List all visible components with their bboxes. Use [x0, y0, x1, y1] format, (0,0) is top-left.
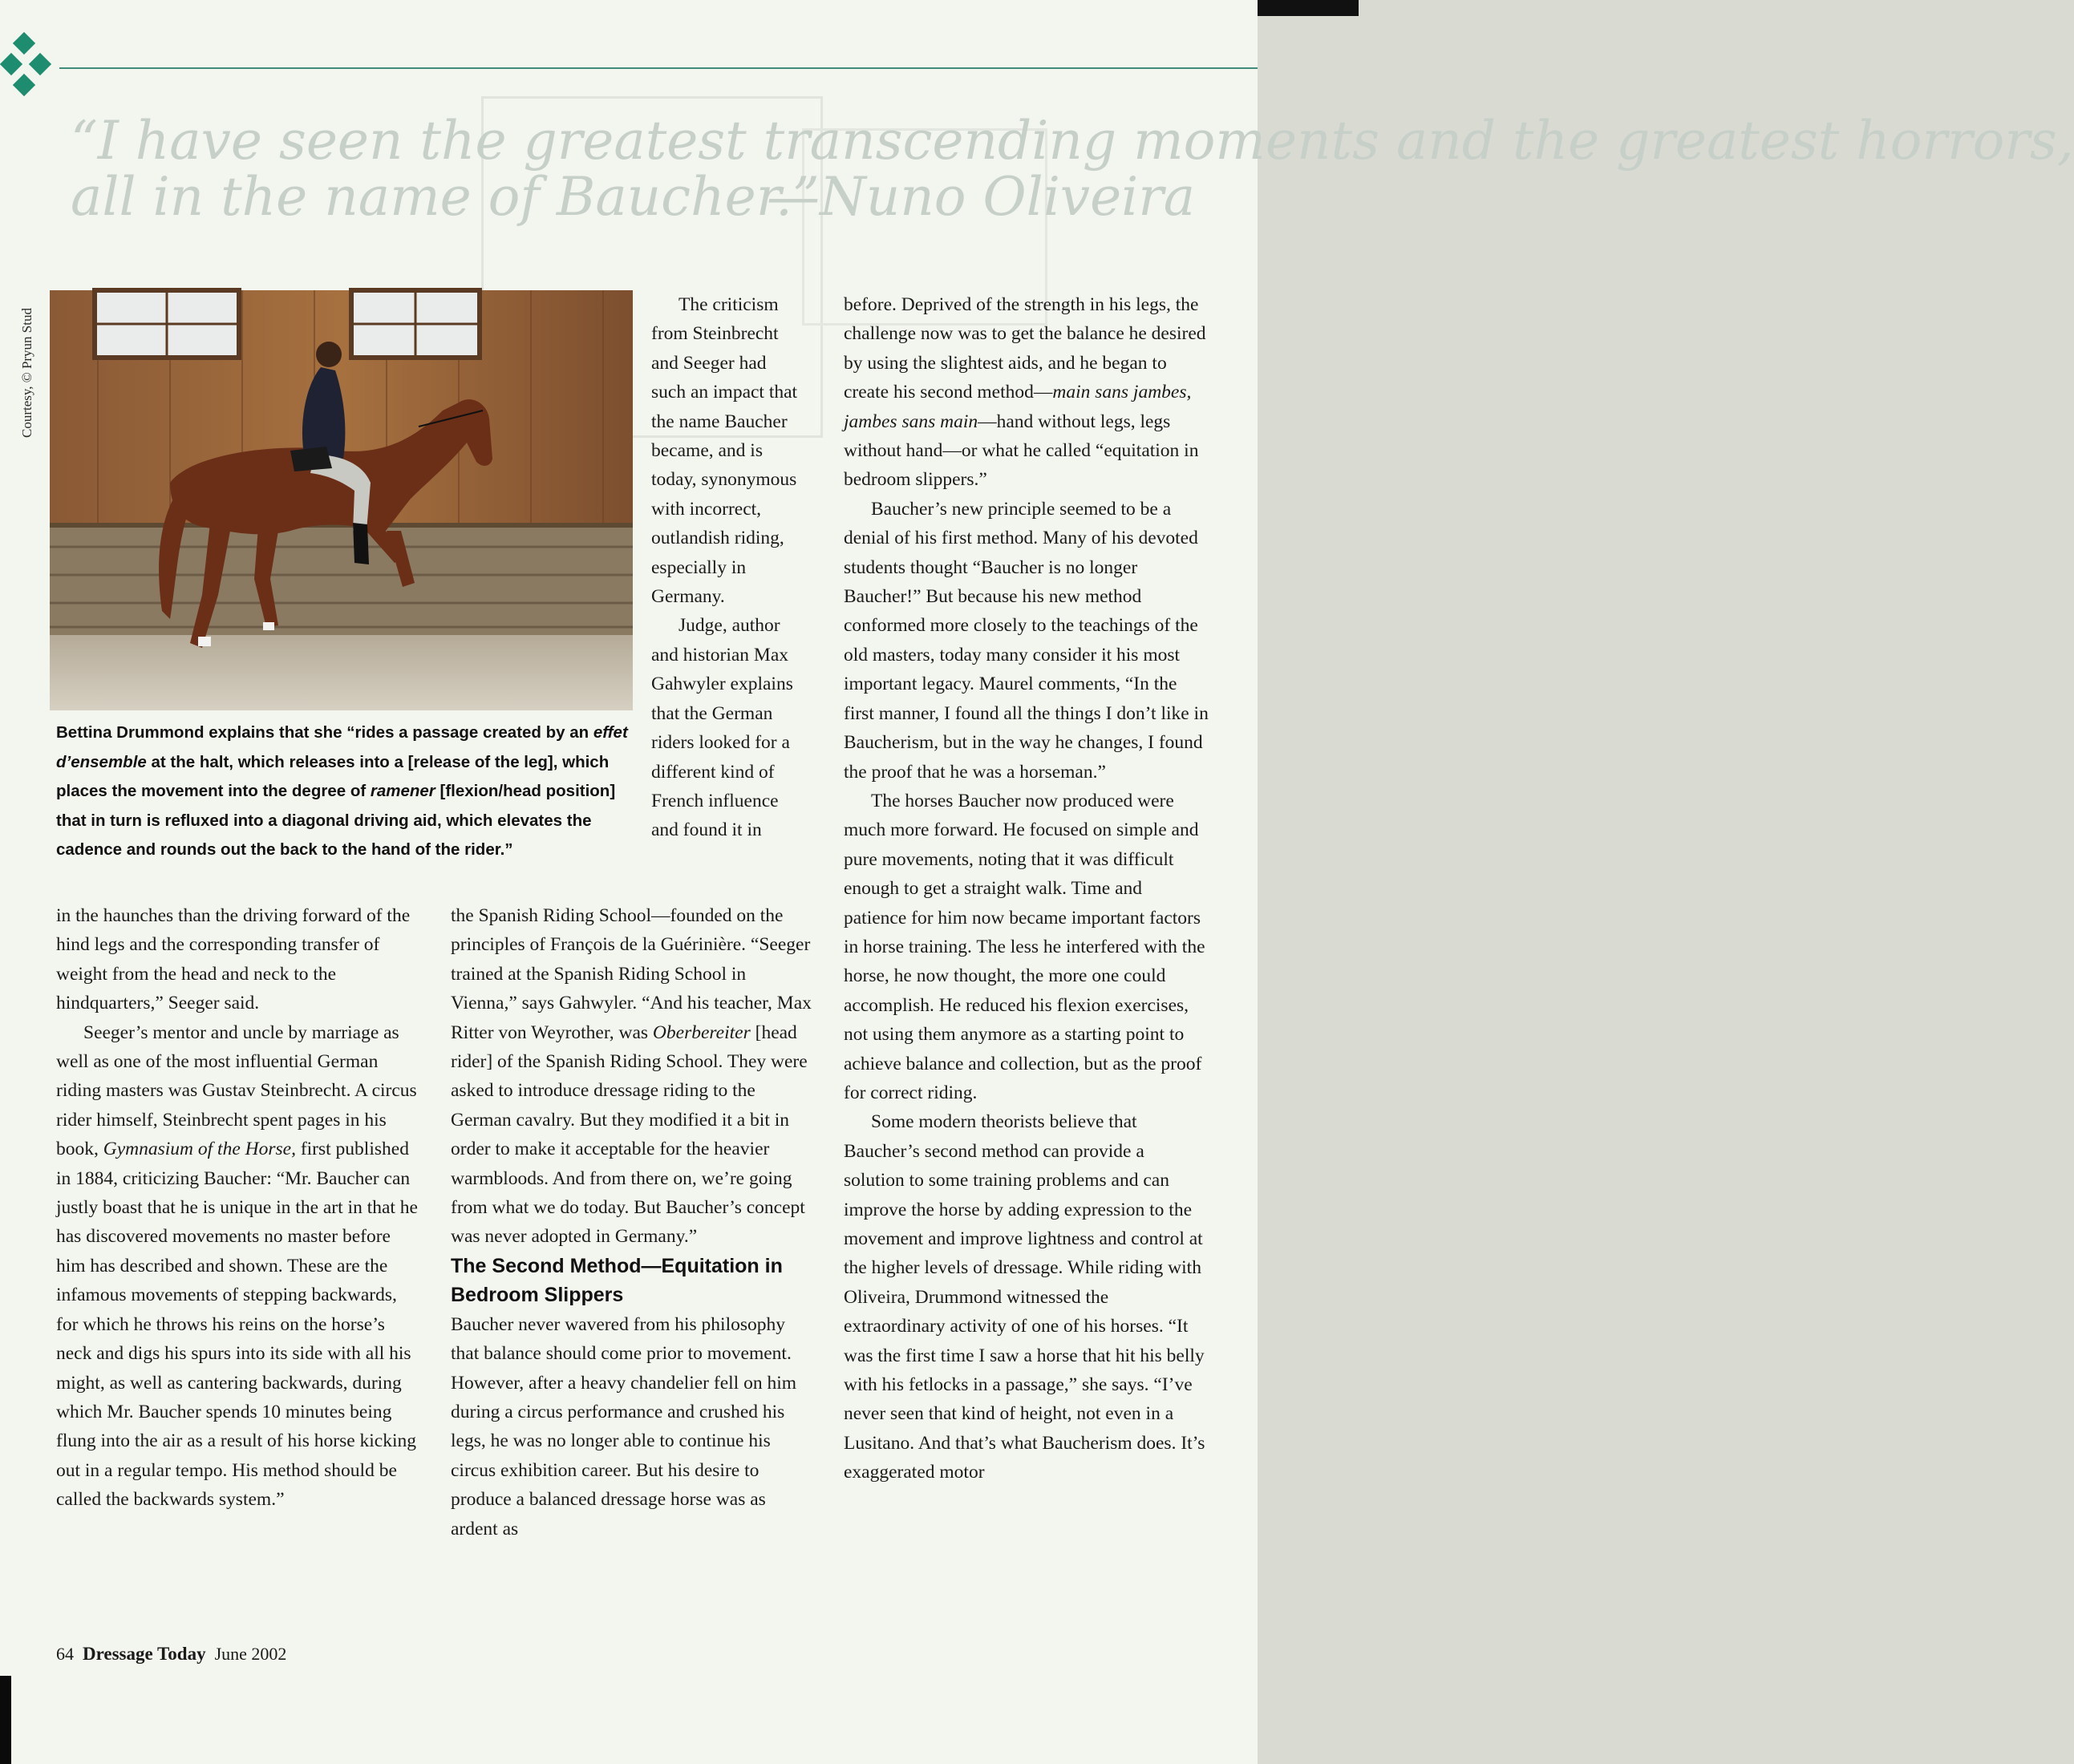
column-top-narrow: [651, 290, 805, 845]
caption-text-3: [flexion/head position] that in turn is refluxed into a diagonal driving aid, which elevates the cadence and rounds out the back to the hand of the rider.”: [56, 782, 616, 859]
paragraph-gahwyler: Judge, author and historian Max Gahwyler explains that the German riders looked for a different kind of French influence and found it in: [651, 615, 793, 841]
diamond-ornament-left: [0, 53, 22, 75]
caption-text-1: Bettina Drummond explains that she “rides a passage created by an: [56, 723, 593, 742]
before-text-2: —hand without legs, legs without hand—or what he called “equitation in bedroom slippers.”: [844, 411, 1199, 491]
pull-quote-attribution: —Nuno Oliveira: [767, 166, 1196, 228]
paragraph-seeger-quote: in the haunches than the driving forward of the hind legs and the corresponding transfer of weight from the head and neck to the hindquarters,” Seeger said.: [56, 905, 411, 1014]
steinbrecht-text-2: first published in 1884, criticizing Baucher: “Mr. Baucher can justly boast that he is unique in the art in that he has discovered movements no master before him has described and shown. These are the infamous movements of stepping backwards, for which he throws his reins on the horse’s neck and digs his spurs into its side with all his might, as well as cantering backwards, during which Mr. Baucher spends 10 minutes being flung into the air as a result of his horse kicking out in a regular tempo. His method should be called the backwards system.”: [56, 1139, 418, 1511]
term-main-sans-jambes: main sans jambes, jambes sans main: [844, 382, 1192, 432]
scan-edge-top-right: [1258, 0, 1359, 16]
paragraph-steinbrecht: [56, 1018, 422, 1515]
photo-credit: Courtesy, © Pryun Stud: [19, 308, 34, 438]
section-heading: The Second Method—Equitation in Bedroom Slippers: [451, 1254, 783, 1307]
spanish-school-text-2: [head rider] of the Spanish Riding School. They were asked to introduce dressage riding to the German cavalry. But they modified it a bit in order to make it acceptable for the heavier warmbloods. And from there on, we’re going from what we do today. But Baucher’s concept was never adopted in Germany.”: [451, 1022, 808, 1248]
paragraph-new-principle: Baucher’s new principle seemed to be a denial of his first method. Many of his devoted students thought “Baucher is no longer Baucher!” But because his new method conformed more closely to the teachings of the old masters, today many consider it his most important legacy. Maurel comments, “In the first manner, I found all the things I don’t like in Baucherism, but in the way he changes, I found the proof that he was a horseman.”: [844, 498, 1209, 783]
paragraph-modern-theorists: Some modern theorists believe that Baucher’s second method can provide a solution to some training problems and can improve the horse by adding expression to the movement and improve lightness and control at the higher levels of dressage. While riding with Oliveira, Drummond witnessed the extraordinary activity of one of his horses. “It was the first time I saw a horse that hit his belly with his fetlocks in a passage,” she says. “I’ve never seen that kind of height, not even in a Lusitano. And that’s what Baucherism does. It’s exaggerated motor: [844, 1111, 1205, 1483]
paragraph-horses-produced: The horses Baucher now produced were much more forward. He focused on simple and pure movements, noting that it was difficult enough to get a straight walk. Time and patience for him now became important factors in horse training. The less he interfered with the horse, he now thought, the more one could accomplish. He reduced his flexion exercises, not using them anymore as a starting point to achieve balance and collection, but as the proof for correct riding.: [844, 790, 1205, 1103]
paragraph-spanish-school: [451, 901, 816, 1252]
scan-edge-left: [0, 1676, 11, 1764]
caption-text-2: at the halt, which releases into a [release of the leg], which places the movement into the degree of: [56, 752, 610, 800]
paragraph-second-method: Baucher never wavered from his philosophy that balance should come prior to movement. However, after a heavy chandelier fell on him during a circus performance and crushed his legs, he was no longer able to continue his circus exhibition career. But his desire to produce a balanced dressage horse was as ardent as: [451, 1313, 796, 1539]
caption-term-effet: effet d’ensemble: [56, 723, 628, 771]
page-footer: [56, 1644, 286, 1665]
dressage-photo: [50, 290, 633, 710]
diamond-ornament-right: [29, 53, 51, 75]
pull-quote-line-2: all in the name of Baucher.”: [71, 166, 820, 228]
diamond-ornament-top: [13, 32, 35, 55]
term-oberbereiter: Oberbereiter: [652, 1022, 751, 1043]
page-number: 64: [56, 1644, 74, 1664]
before-text-1: before. Deprived of the strength in his legs, the challenge now was to get the balance he desired by using the slightest aids, and he began to create his second method—: [844, 294, 1206, 403]
magazine-name: Dressage Today: [83, 1644, 206, 1664]
pull-quote-line-1: “I have seen the greatest transcending moments and the greatest horrors,: [71, 110, 2074, 172]
spanish-school-text-1: the Spanish Riding School—founded on the principles of François de la Guérinière. “Seeger trained at the Spanish Riding School in Vienna,” says Gahwyler. “And his teacher, Max Ritter von Weyrother, was: [451, 905, 812, 1043]
paragraph-criticism: The criticism from Steinbrecht and Seeger had such an impact that the name Baucher became, and is today, synonymous with incorrect, outlandish riding, especially in Germany.: [651, 294, 798, 608]
column-middle: [451, 901, 816, 1544]
column-left: [56, 901, 422, 1515]
diamond-ornament-bottom: [13, 74, 35, 96]
issue-date: June 2002: [214, 1644, 287, 1664]
paragraph-before: [844, 290, 1209, 495]
column-right: [844, 290, 1209, 1487]
header-rule: [59, 67, 1258, 69]
steinbrecht-text-1: Seeger’s mentor and uncle by marriage as well as one of the most influential German riding masters was Gustav Steinbrecht. A circus rider himself, Steinbrecht spent pages in his book,: [56, 1022, 417, 1160]
book-title: Gymnasium of the Horse,: [103, 1139, 296, 1160]
caption-term-ramener: ramener: [370, 782, 435, 800]
photo-caption: [56, 718, 635, 865]
